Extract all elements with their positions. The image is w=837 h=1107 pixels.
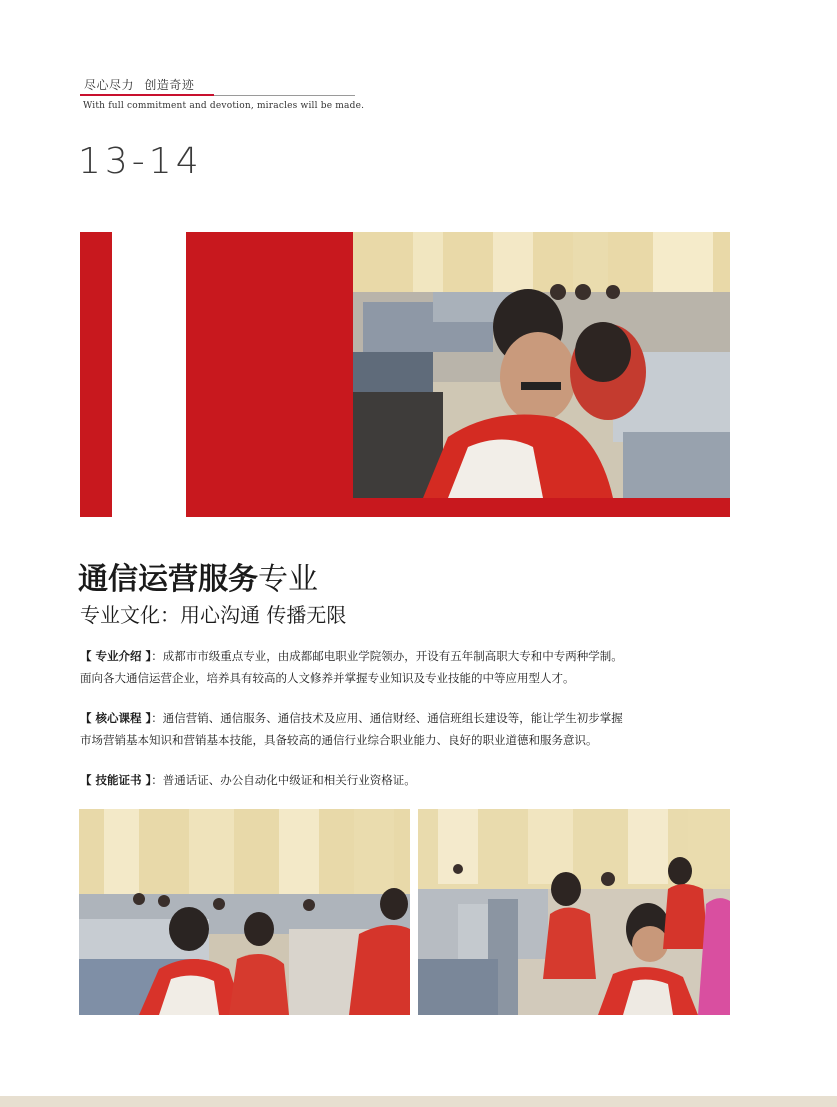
slogan-rule-accent: [80, 94, 214, 96]
section-core-courses: [80, 707, 720, 751]
footer-band: [0, 1096, 837, 1107]
major-title-bold: 通信运营服务: [78, 562, 258, 597]
classroom-photo-right: [418, 809, 730, 1015]
red-block-decoration: [186, 232, 353, 517]
section-cert-label: 【 技能证书 】: [80, 773, 152, 787]
section-intro-text: ：成都市市级重点专业，由成都邮电职业学院领办，开设有五年制高职大专和中专两种学制。: [151, 649, 623, 663]
red-bar-decoration: [80, 232, 112, 517]
major-culture: 专业文化：用心沟通 传播无限: [80, 603, 347, 627]
section-cert-text: ：普通话证、办公自动化中级证和相关行业资格证。: [151, 773, 416, 787]
red-strip-decoration: [353, 498, 730, 517]
section-intro: [80, 645, 720, 689]
section-core-label: 【 核心课程 】: [80, 711, 152, 725]
slogan-cn: 尽心尽力 创造奇迹: [84, 78, 195, 92]
page-number: 13-14: [78, 141, 203, 182]
section-certificates: [80, 769, 720, 791]
classroom-photo-left: [79, 809, 410, 1015]
major-title: [78, 554, 318, 598]
main-photo: [353, 232, 730, 498]
section-core-text-2: 市场营销基本知识和营销基本技能，具备较高的通信行业综合职业能力、良好的职业道德和服务意识。: [80, 733, 598, 747]
section-intro-label: 【 专业介绍 】: [80, 649, 152, 663]
slogan-en: With full commitment and devotion, miracles will be made.: [83, 101, 365, 111]
major-title-regular: 专业: [258, 562, 318, 597]
section-intro-text-2: 面向各大通信运营企业，培养具有较高的人文修养并掌握专业知识及专业技能的中等应用型人才。: [80, 671, 575, 685]
section-core-text: ：通信营销、通信服务、通信技术及应用、通信财经、通信班组长建设等，能让学生初步掌握: [151, 711, 623, 725]
